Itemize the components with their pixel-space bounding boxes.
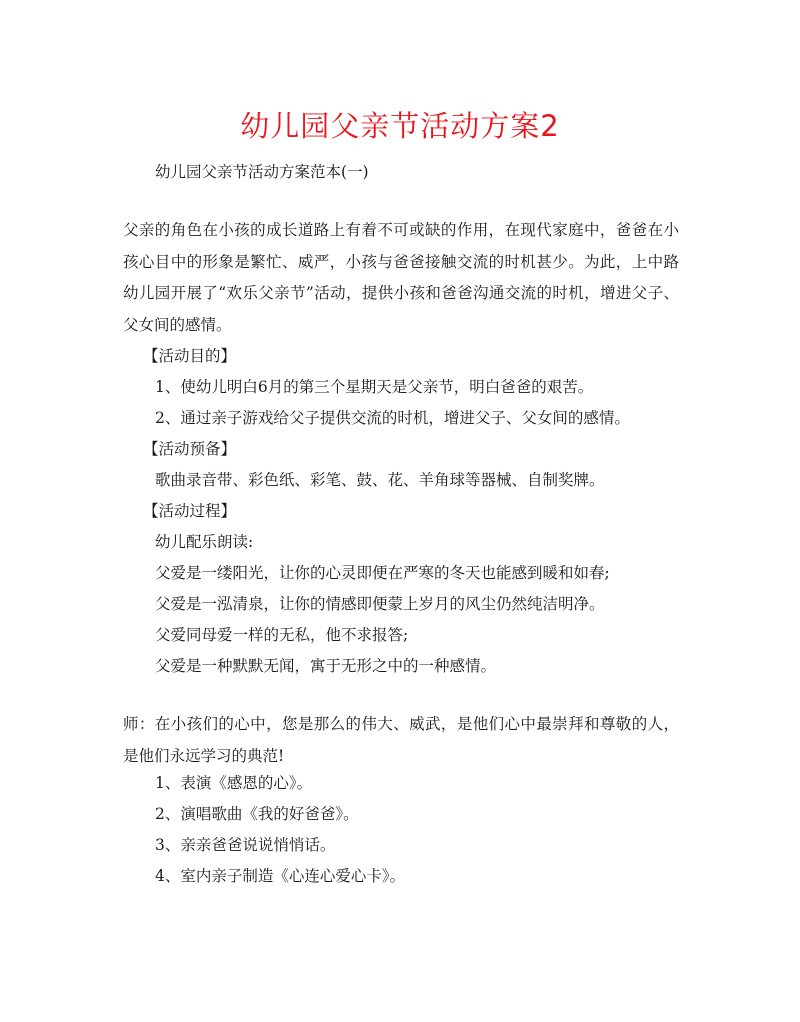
document-title: 幼儿园父亲节活动方案2 bbox=[240, 109, 560, 143]
goal-heading: 【活动目的】 bbox=[143, 347, 237, 365]
step-item-2: 2、演唱歌曲《我的好爸爸》。 bbox=[155, 805, 359, 823]
prep-heading: 【活动预备】 bbox=[143, 440, 237, 458]
intro-paragraph: 父亲的角色在小孩的成长道路上有着不可或缺的作用，在现代家庭中，爸爸在小孩心目中的形象是繁忙、威严，小孩与爸爸接触交流的时机甚少。为此，上中路幼儿园开展了“欢乐父亲节”活动，提供小孩和爸爸沟通交流的时机，增进父子、父女间的感情。 bbox=[123, 221, 679, 334]
recite-label: 幼儿配乐朗读: bbox=[155, 533, 254, 551]
document-subtitle: 幼儿园父亲节活动方案范本(一) bbox=[155, 163, 369, 181]
poem-line-1: 父爱是一缕阳光，让你的心灵即便在严寒的冬天也能感到暖和如春; bbox=[155, 564, 610, 582]
goal-item-2: 2、通过亲子游戏给父子提供交流的时机，增进父子、父女间的感情。 bbox=[155, 409, 630, 427]
poem-line-3: 父爱同母爱一样的无私，他不求报答; bbox=[155, 626, 409, 644]
step-item-1: 1、表演《感恩的心》。 bbox=[155, 774, 313, 792]
goal-item-1: 1、使幼儿明白6月的第三个星期天是父亲节，明白爸爸的艰苦。 bbox=[155, 378, 594, 396]
poem-line-2: 父爱是一泓清泉，让你的情感即便蒙上岁月的风尘仍然纯洁明净。 bbox=[155, 595, 605, 613]
poem-line-4: 父爱是一种默默无闻，寓于无形之中的一种感情。 bbox=[155, 657, 497, 675]
step-item-4: 4、室内亲子制造《心连心爱心卡》。 bbox=[155, 867, 406, 885]
prep-text: 歌曲录音带、彩色纸、彩笔、鼓、花、羊角球等器械、自制奖牌。 bbox=[155, 471, 605, 489]
teacher-speech: 师：在小孩们的心中，您是那么的伟大、威武，是他们心中最崇拜和尊敬的人，是他们永远学习的典范! bbox=[123, 715, 679, 765]
step-item-3: 3、亲亲爸爸说说悄悄话。 bbox=[155, 836, 336, 854]
process-heading: 【活动过程】 bbox=[143, 502, 237, 520]
